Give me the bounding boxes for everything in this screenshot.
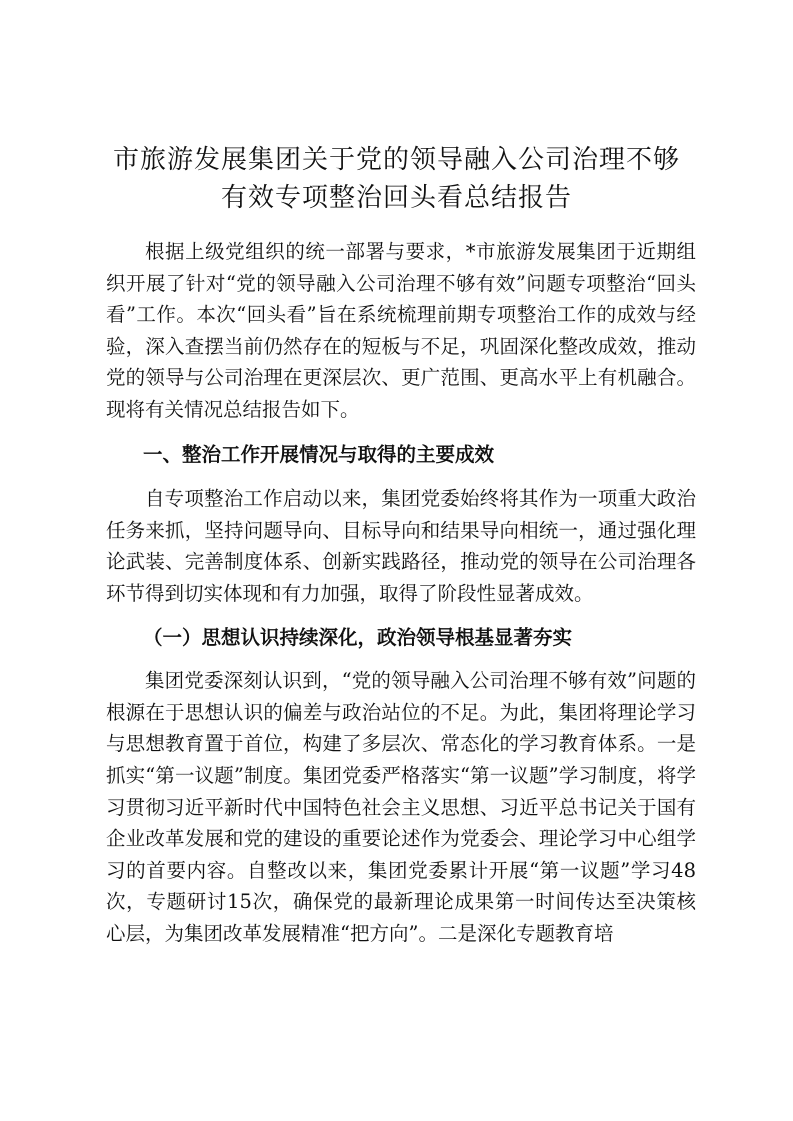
document-title: 市旅游发展集团关于党的领导融入公司治理不够有效专项整治回头看总结报告	[112, 145, 680, 213]
document-body	[106, 236, 696, 949]
subsection-1-paragraph: 集团党委深刻认识到，“党的领导融入公司治理不够有效”问题的根源在于思想认识的偏差与政治站位的不足。为此，集团将理论学习与思想教育置于首位，构建了多层次、常态化的学习教育体系。一是抓实“第一议题”制度。集团党委严格落实“第一议题”学习制度，将学习贯彻习近平新时代中国特色社会主义思想、习近平总书记关于国有企业改革发展和党的建设的重要论述作为党委会、理论学习中心组学习的首要内容。自整改以来，集团党委累计开展“第一议题”学习48次，专题研讨15次，确保党的最新理论成果第一时间传达至决策核心层，为集团改革发展精准“把方向”。二是深化专题教育培	[106, 669, 696, 945]
section-1-paragraph: 自专项整治工作启动以来，集团党委始终将其作为一项重大政治任务来抓，坚持问题导向、目标导向和结果导向相统一，通过强化理论武装、完善制度体系、创新实践路径，推动党的领导在公司治理各环节得到切实体现和有力加强，取得了阶段性显著成效。	[106, 487, 696, 605]
subsection-heading-1: （一）思想认识持续深化，政治领导根基显著夯实	[143, 625, 573, 649]
intro-paragraph: 根据上级党组织的统一部署与要求，*市旅游发展集团于近期组织开展了针对“党的领导融入公司治理不够有效”问题专项整治“回头看”工作。本次“回头看”旨在系统梳理前期专项整治工作的成效与经验，深入查摆当前仍然存在的短板与不足，巩固深化整改成效，推动党的领导与公司治理在更深层次、更广范围、更高水平上有机融合。现将有关情况总结报告如下。	[106, 240, 696, 421]
section-heading-1: 一、整治工作开展情况与取得的主要成效	[143, 442, 495, 466]
